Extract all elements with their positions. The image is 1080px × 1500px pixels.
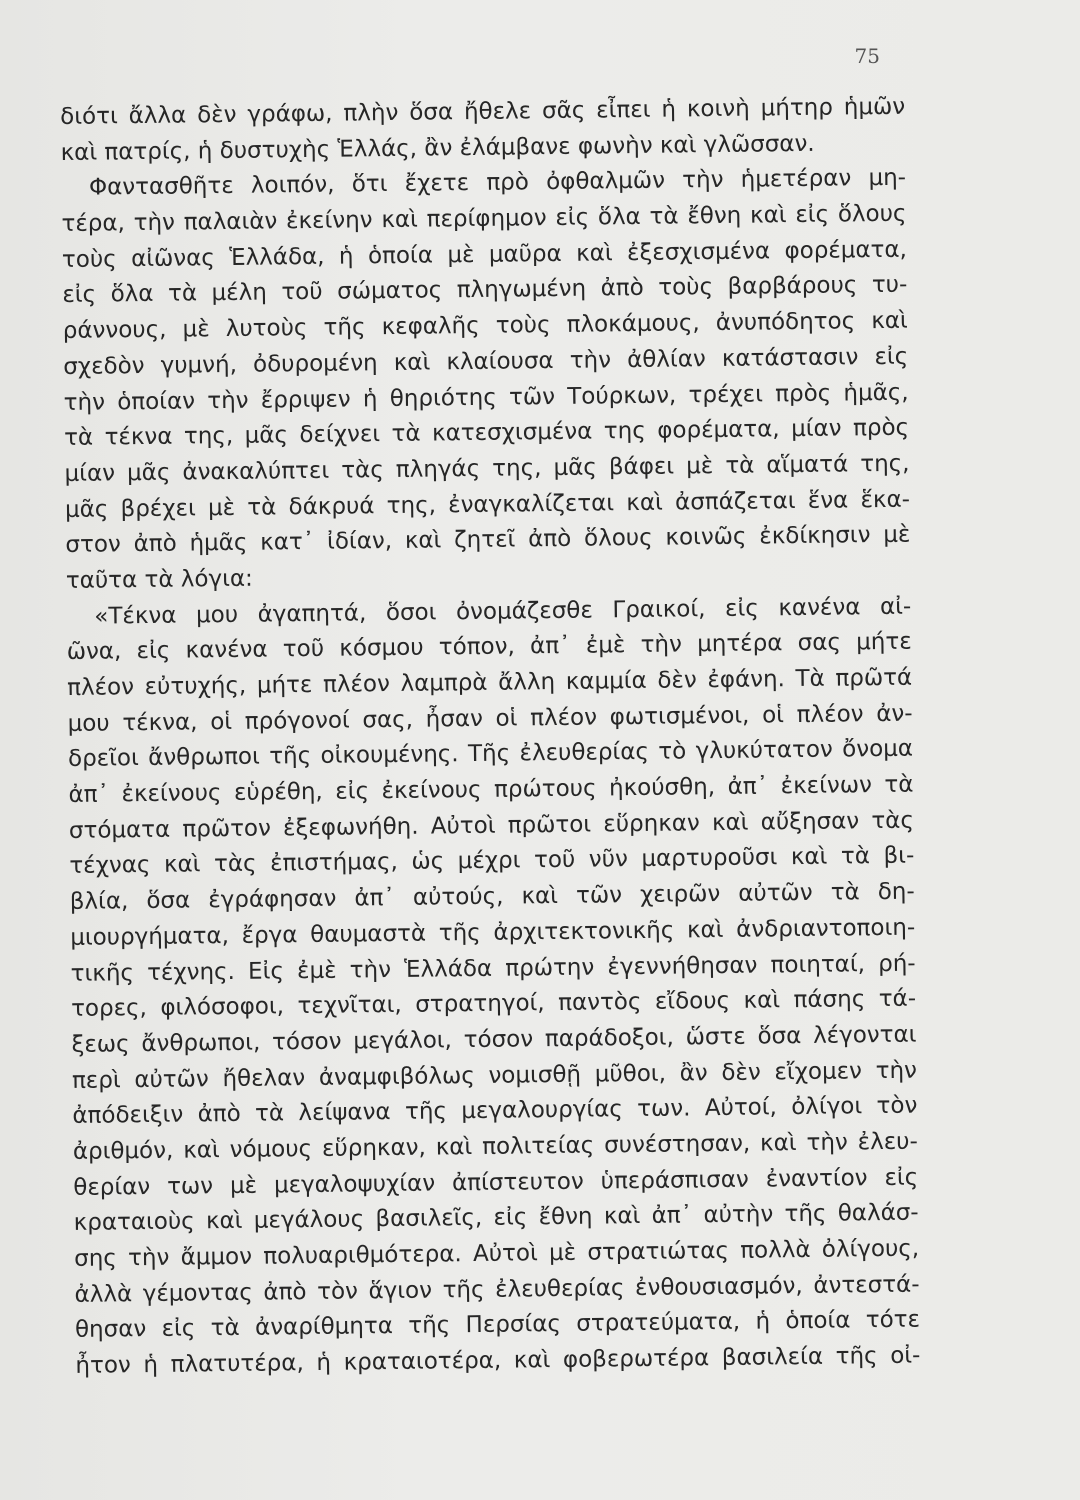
text-line: ράννους, μὲ λυτοὺς τῆς κεφαλῆς τοὺς πλοκάμους, ἀνυπόδητος καὶ [62,307,908,345]
text-line: τὰ τέκνα της, μᾶς δείχνει τὰ κατεσχισμένα της φορέματα, μίαν πρὸς [63,414,910,452]
text-line: τορες, φιλόσοφοι, τεχνῖται, στρατηγοί, παντὸς εἴδους καὶ πάσης τά- [70,985,917,1023]
text-line: καὶ πατρίς, ἡ δυστυχὴς Ἑλλάς, ἂν ἐλάμβανε φωνὴν καὶ γλῶσσαν. [60,130,815,166]
text-line: ἀλλὰ γέμοντας ἀπὸ τὸν ἅγιον τῆς ἐλευθερίας ἐνθουσιασμόν, ἀντεστά- [74,1271,920,1308]
text-line: κραταιοὺς καὶ μεγάλους βασιλεῖς, εἰς ἔθνη καὶ ἀπ᾽ αὐτὴν τῆς θαλάσ- [73,1199,919,1237]
text-line: τὴν ὁποίαν τὴν ἔρριψεν ἡ θηριότης τῶν Τούρκων, τρέχει πρὸς ἡμᾶς, [63,379,909,416]
text-line: τέχνας καὶ τὰς ἐπιστήμας, ὡς μέχρι τοῦ νῦν μαρτυροῦσι καὶ τὰ βι- [69,843,915,880]
text-line: διότι ἄλλα δὲν γράφω, πλὴν ὅσα ἤθελε σᾶς εἶπει ἡ κοινὴ μήτηρ ἡμῶν [60,93,906,130]
body-text [60,90,921,1385]
text-line: ταῦτα τὰ λόγια: [65,565,253,594]
page-number: 75 [854,44,880,68]
text-line: εἰς ὅλα τὰ μέλη τοῦ σώματος πληγωμένη ἀπὸ τοὺς βαρβάρους τυ- [62,272,908,309]
text-line: ἀριθμόν, καὶ νόμους εὕρηκαν, καὶ πολιτείας συνέστησαν, καὶ τὴν ἐλευ- [72,1128,918,1165]
text-line: Φαντασθῆτε λοιπόν, ὅτι ἔχετε πρὸ ὀφθαλμῶν τὴν ἡμετέραν μη- [88,165,907,202]
text-line: στον ἀπὸ ἡμᾶς κατ᾽ ἰδίαν, καὶ ζητεῖ ἀπὸ ὅλους κοινῶς ἐκδίκησιν μὲ [65,521,911,559]
text-line: ἀπ᾽ ἐκείνους εὑρέθη, εἰς ἐκείνους πρώτους ἠκούσθη, ἀπ᾽ ἐκείνων τὰ [68,771,914,809]
text-line: μιουργήματα, ἔργα θαυμαστὰ τῆς ἀρχιτεκτονικῆς καὶ ἀνδριαντοποιη- [70,914,916,951]
text-line: δρεῖοι ἄνθρωποι τῆς οἰκουμένης. Τῆς ἐλευθερίας τὸ γλυκύτατον ὄνομα [67,736,914,773]
text-line: «Τέκνα μου ἀγαπητά, ὅσοι ὀνομάζεσθε Γραικοί, εἰς κανένα αἰ- [94,593,912,630]
text-line: ξεως ἄνθρωποι, τόσον μεγάλοι, τόσον παράδοξοι, ὥστε ὅσα λέγονται [71,1021,917,1058]
text-line: θερίαν των μὲ μεγαλοψυχίαν ἀπίστευτον ὑπεράσπισαν ἐναντίον εἰς [73,1164,919,1201]
text-line: τέρα, τὴν παλαιὰν ἐκείνην καὶ περίφημον εἰς ὅλα τὰ ἔθνη καὶ εἰς ὅλους [61,200,907,238]
text-line: θησαν εἰς τὰ ἀναρίθμητα τῆς Περσίας στρατεύματα, ἡ ὁποία τότε [74,1306,921,1344]
text-line: πλέον εὐτυχής, μήτε πλέον λαμπρὰ ἄλλη καμμία δὲν ἐφάνη. Τὰ πρῶτά [67,664,913,701]
text-line: ῶνα, εἰς κανένα τοῦ κόσμου τόπον, ἀπ᾽ ἐμὲ τὴν μητέρα σας μήτε [66,628,912,666]
text-line: περὶ αὐτῶν ἤθελαν ἀναμφιβόλως νομισθῇ μῦθοι, ἂν δὲν εἴχομεν τὴν [71,1057,918,1094]
text-line: ἀπόδειξιν ἀπὸ τὰ λείψανα τῆς μεγαλουργίας των. Αὐτοί, ὀλίγοι τὸν [72,1092,918,1130]
text-line: μίαν μᾶς ἀνακαλύπτει τὰς πληγάς της, μᾶς βάφει μὲ τὰ αἵματά της, [64,450,910,487]
text-line: τοὺς αἰῶνας Ἑλλάδα, ἡ ὁποία μὲ μαῦρα καὶ ἐξεσχισμένα φορέματα, [61,236,908,273]
text-line: τικῆς τέχνης. Εἰς ἐμὲ τὴν Ἑλλάδα πρώτην ἐγεννήθησαν ποιηταί, ρή- [70,950,916,987]
text-line: στόματα πρῶτον ἐξεφωνήθη. Αὐτοὶ πρῶτοι εὕρηκαν καὶ αὔξησαν τὰς [68,807,915,844]
text-line: σχεδὸν γυμνή, ὀδυρομένη καὶ κλαίουσα τὴν ἀθλίαν κατάστασιν εἰς [63,343,909,380]
text-line: σης τὴν ἄμμον πολυαριθμότερα. Αὐτοὶ μὲ στρατιώτας πολλὰ ὀλίγους, [74,1235,920,1272]
text-line: μᾶς βρέχει μὲ τὰ δάκρυά της, ἐναγκαλίζεται καὶ ἀσπάζεται ἕνα ἕκα- [64,486,911,523]
text-line: μου τέκνα, οἱ πρόγονοί σας, ἦσαν οἱ πλέον φωτισμένοι, οἱ πλέον ἀν- [67,700,913,737]
text-line: ἦτον ἡ πλατυτέρα, ἡ κραταιοτέρα, καὶ φοβερωτέρα βασιλεία τῆς οἰ- [75,1342,921,1379]
text-line: βλία, ὅσα ἐγράφησαν ἀπ᾽ αὐτούς, καὶ τῶν χειρῶν αὐτῶν τὰ δη- [69,878,915,916]
